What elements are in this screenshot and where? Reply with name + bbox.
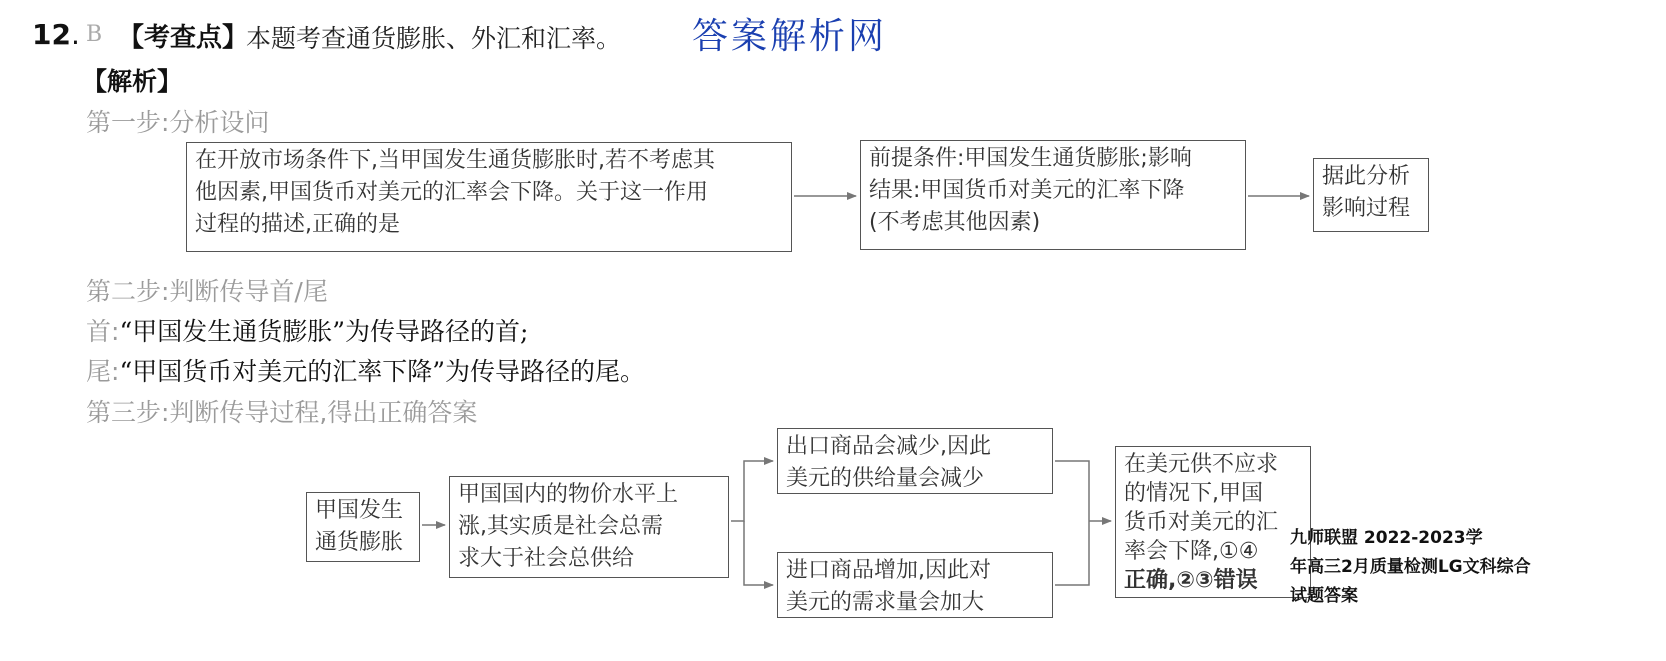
box-export-line: 美元的供给量会减少	[786, 466, 985, 491]
box-premise-line: (不考虑其他因素)	[869, 210, 1041, 235]
box-import-line: 进口商品增加,因此对	[786, 558, 991, 583]
box-result-line: 在美元供不应求	[1124, 452, 1279, 477]
box-start-line: 通货膨胀	[315, 530, 404, 555]
topic-text: 本题考查通货膨胀、外汇和汇率。	[246, 24, 622, 53]
jiexi-label: 【解析】	[82, 67, 183, 96]
box-question-line: 过程的描述,正确的是	[195, 212, 400, 237]
box-premise-line: 前提条件:甲国发生通货膨胀;影响	[869, 146, 1192, 171]
step2-title: 第二步:判断传导首/尾	[86, 277, 328, 306]
overlay-line: 九师联盟 2022-2023学	[1290, 528, 1483, 548]
step3-title: 第三步:判断传导过程,得出正确答案	[86, 398, 478, 427]
arrow-export-merge	[1055, 461, 1089, 585]
box-result-line: 货币对美元的汇	[1124, 510, 1279, 535]
tail-text: “甲国货币对美元的汇率下降”为传导路径的尾。	[119, 357, 646, 386]
box-premise-line: 结果:甲国货币对美元的汇率下降	[869, 178, 1185, 203]
box-result-line: 率会下降,①④	[1124, 539, 1259, 564]
box-result-line: 正确,②③错误	[1124, 568, 1258, 593]
overlay-line: 年高三2月质量检测LG文科综合	[1290, 557, 1531, 577]
box-question-line: 他因素,甲国货币对美元的汇率会下降。关于这一作用	[195, 180, 708, 205]
box-question-line: 在开放市场条件下,当甲国发生通货膨胀时,若不考虑其	[195, 148, 715, 173]
head-label: 首:	[86, 317, 120, 346]
box-price-line: 涨,其实质是社会总需	[458, 514, 663, 539]
arrow-price-branch-lower	[744, 521, 773, 585]
arrow-price-branch	[731, 461, 773, 521]
answer-letter: B	[86, 22, 103, 47]
overlay-caption	[1290, 524, 1531, 611]
tail-label: 尾:	[86, 357, 120, 386]
box-analyze-line: 影响过程	[1322, 196, 1411, 221]
box-price-line: 甲国国内的物价水平上	[458, 482, 679, 507]
box-export-line: 出口商品会减少,因此	[786, 434, 991, 459]
step1-title: 第一步:分析设问	[86, 108, 270, 137]
kaochadian-label: 【考查点】	[118, 23, 249, 53]
box-analyze-line: 据此分析	[1322, 164, 1411, 189]
question-num: 12	[32, 18, 71, 51]
box-start-line: 甲国发生	[315, 498, 404, 523]
box-price-line: 求大于社会总供给	[458, 546, 635, 571]
box-import-line: 美元的需求量会加大	[786, 590, 985, 615]
head-text: “甲国发生通货膨胀”为传导路径的首;	[119, 317, 529, 346]
overlay-line: 试题答案	[1290, 586, 1358, 606]
watermark-text: 答案解析网	[692, 16, 888, 57]
question-dot: .	[70, 18, 80, 51]
box-result-line: 的情况下,甲国	[1124, 481, 1263, 506]
